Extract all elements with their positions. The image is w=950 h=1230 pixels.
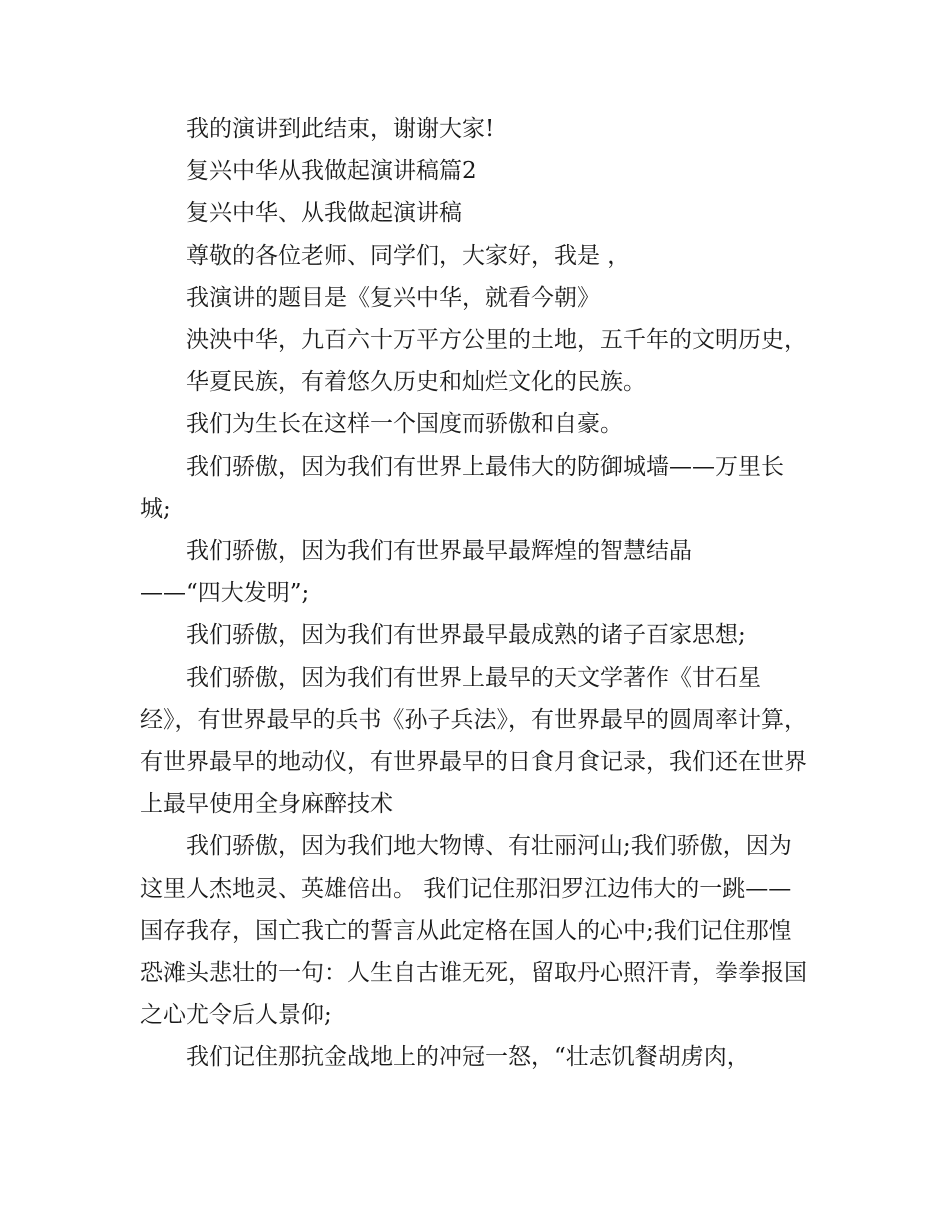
paragraph-body: 泱泱中华，九百六十万平方公里的土地，五千年的文明历史，	[186, 327, 807, 354]
paragraph-topic: 我演讲的题目是《复兴中华，就看今朝》	[186, 284, 600, 311]
paragraph-body: 华夏民族，有着悠久历史和灿烂文化的民族。	[186, 369, 646, 396]
paragraph-body-continuation: ——“四大发明”;	[140, 580, 310, 607]
paragraph-body: 我们骄傲，因为我们地大物博、有壮丽河山;我们骄傲，因为这里人杰地灵、英雄倍出。 我们记住那汨罗江边伟大的一跳——国存我存，国亡我亡的誓言从此定格在国人的心中;我们记住那惶恐滩头悲壮的一句：人生自古谁无死，留取丹心照汗青，拳拳报国之心尤令后人景仰;	[140, 833, 807, 1029]
paragraph-speech-title: 复兴中华、从我做起演讲稿	[186, 200, 462, 227]
paragraph-body: 我们骄傲，因为我们有世界最早最辉煌的智慧结晶	[186, 538, 692, 565]
paragraph-body: 我们骄傲，因为我们有世界最早最成熟的诸子百家思想;	[186, 622, 746, 649]
paragraph-body: 我们为生长在这样一个国度而骄傲和自豪。	[186, 411, 623, 438]
paragraph-body: 我们骄傲，因为我们有世界上最早的天文学著作《甘石星经》，有世界最早的兵书《孙子兵法》，有世界最早的圆周率计算，有世界最早的地动仪，有世界最早的日食月食记录，我们还在世界上最早使用全身麻醉技术	[140, 664, 807, 818]
paragraph-closing: 我的演讲到此结束，谢谢大家!	[186, 116, 495, 142]
paragraph-body: 我们记住那抗金战地上的冲冠一怒，“壮志饥餐胡虏肉，	[186, 1044, 750, 1071]
paragraph-body: 我们骄傲，因为我们有世界上最伟大的防御城墙——万里长城;	[140, 453, 784, 522]
paragraph-section-title: 复兴中华从我做起演讲稿篇2	[186, 158, 477, 185]
document-body	[140, 108, 812, 1079]
paragraph-greeting: 尊敬的各位老师、同学们，大家好，我是 ，	[186, 242, 631, 269]
